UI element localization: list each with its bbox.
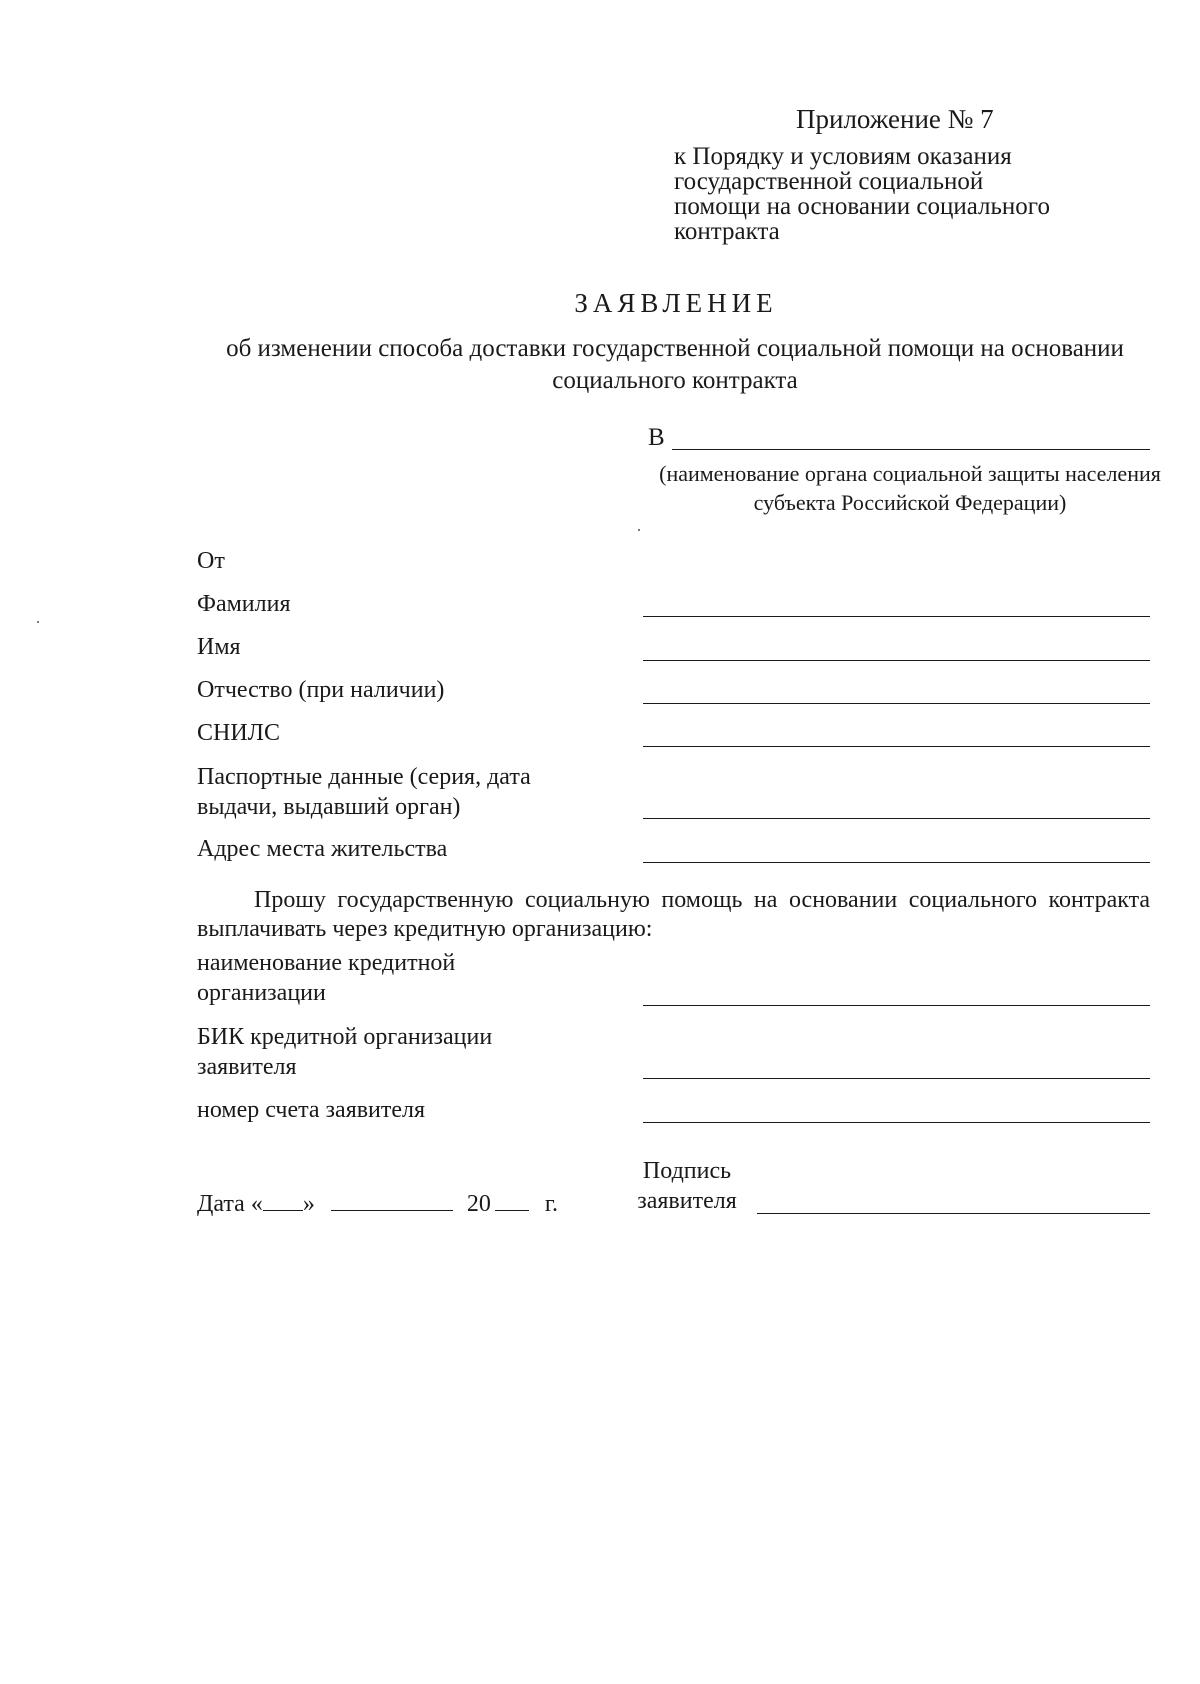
address-field-line[interactable] bbox=[643, 862, 1150, 863]
appendix-line: помощи на основании социального bbox=[674, 193, 1050, 220]
patronymic-field-line[interactable] bbox=[643, 703, 1150, 704]
appendix-line: контракта bbox=[674, 218, 780, 245]
surname-field-line[interactable] bbox=[643, 616, 1150, 617]
patronymic-label: Отчество (при наличии) bbox=[197, 677, 445, 703]
snils-label: СНИЛС bbox=[197, 720, 280, 746]
from-label: От bbox=[197, 548, 225, 574]
passport-label: Паспортные данные (серия, дата выдачи, выдавший орган) bbox=[197, 764, 531, 820]
account-number-field-line[interactable] bbox=[643, 1122, 1150, 1123]
surname-label: Фамилия bbox=[197, 591, 291, 617]
document-title: ЗАЯВЛЕНИЕ bbox=[574, 288, 778, 318]
recipient-field-line[interactable] bbox=[672, 449, 1150, 450]
date-label: Дата « bbox=[197, 1191, 263, 1217]
appendix-line: к Порядку и условиям оказания bbox=[674, 143, 1012, 170]
recipient-prefix: В bbox=[648, 424, 665, 451]
signature-field-line[interactable] bbox=[757, 1213, 1150, 1214]
first-name-field-line[interactable] bbox=[643, 660, 1150, 661]
snils-field-line[interactable] bbox=[643, 746, 1150, 747]
document-subtitle: об изменении способа доставки государственной социальной помощи на основании социального контракта bbox=[226, 335, 1124, 394]
bik-label: БИК кредитной организации заявителя bbox=[197, 1024, 493, 1080]
month-field[interactable] bbox=[331, 1188, 453, 1211]
appendix-title: Приложение № 7 bbox=[796, 104, 994, 134]
appendix-line: государственной социальной bbox=[674, 168, 984, 195]
year-field[interactable] bbox=[495, 1188, 529, 1211]
scan-speck bbox=[638, 529, 640, 531]
recipient-hint: (наименование органа социальной защиты населения субъекта Российской Федерации) bbox=[659, 461, 1161, 515]
date-row bbox=[197, 1188, 558, 1218]
scan-speck bbox=[37, 621, 39, 623]
date-close-quote: » bbox=[302, 1191, 315, 1217]
year-prefix: 20 bbox=[466, 1191, 491, 1217]
account-number-label: номер счета заявителя bbox=[197, 1097, 426, 1123]
passport-field-line[interactable] bbox=[643, 818, 1150, 819]
request-paragraph: Прошу государственную социальную помощь на основании социального контракта выплачивать через кредитную организацию: bbox=[197, 887, 1150, 942]
bik-field-line[interactable] bbox=[643, 1078, 1150, 1079]
signature-label: Подпись заявителя bbox=[637, 1158, 737, 1214]
bank-name-field-line[interactable] bbox=[643, 1005, 1150, 1006]
address-label: Адрес места жительства bbox=[197, 836, 448, 862]
year-suffix: г. bbox=[544, 1191, 558, 1217]
day-field[interactable] bbox=[263, 1188, 303, 1211]
appendix-reference bbox=[674, 144, 1050, 244]
first-name-label: Имя bbox=[197, 634, 241, 660]
bank-name-label: наименование кредитной организации bbox=[197, 950, 456, 1006]
